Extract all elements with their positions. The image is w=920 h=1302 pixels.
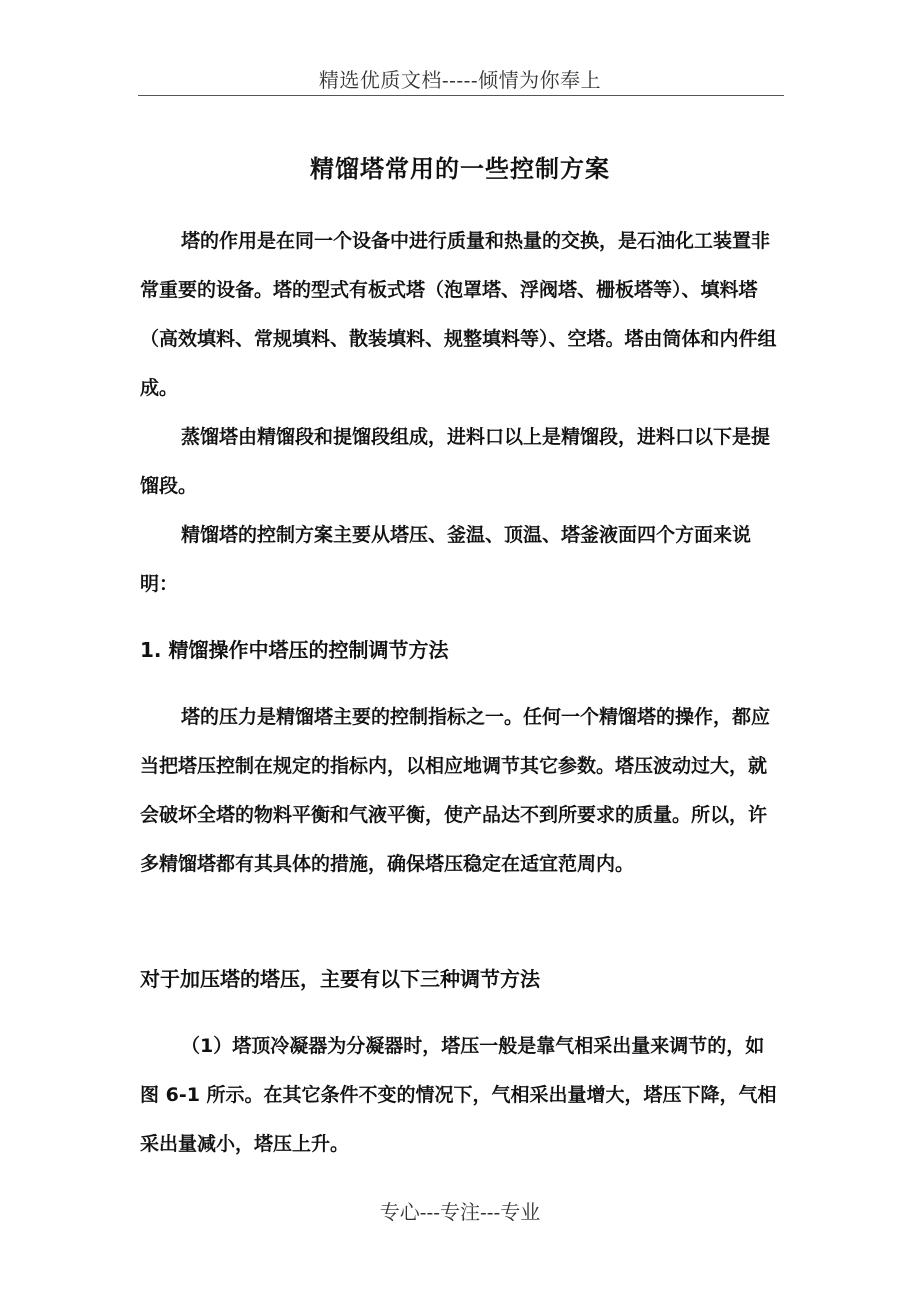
- section-heading-pressure-control: 1. 精馏操作中塔压的控制调节方法: [140, 638, 449, 662]
- paragraph-distillation-sections: 蒸馏塔由精馏段和提馏段组成，进料口以上是精馏段，进料口以下是提馏段。: [140, 426, 771, 497]
- paragraph-tower-pressure: 塔的压力是精馏塔主要的控制指标之一。任何一个精馏塔的操作，都应当把塔压控制在规定的指标内，以相应地调节其它参数。塔压波动过大，就会破坏全塔的物料平衡和气液平衡，使产品达不到所要求的质量。所以，许多精馏塔都有其具体的措施，确保塔压稳定在适宜范周内。: [140, 706, 771, 875]
- page-footer: 专心---专注---专业: [379, 1200, 541, 1224]
- header-divider: [138, 95, 784, 96]
- document-title: 精馏塔常用的一些控制方案: [310, 155, 610, 183]
- paragraph-method-1: （1）塔顶冷凝器为分凝器时，塔压一般是靠气相采出量来调节的，如图 6-1 所示。在其它条件不变的情况下，气相采出量增大，塔压下降，气相采出量减小，塔压上升。: [140, 1035, 777, 1155]
- paragraph-tower-function: 塔的作用是在同一个设备中进行质量和热量的交换，是石油化工装置非常重要的设备。塔的型式有板式塔（泡罩塔、浮阀塔、栅板塔等）、填料塔（高效填料、常规填料、散装填料、规整填料等）、空塔。塔由筒体和内件组成。: [140, 230, 777, 399]
- section-heading-pressurized-tower: 对于加压塔的塔压，主要有以下三种调节方法: [140, 967, 540, 991]
- page-header: 精选优质文档-----倾情为你奉上: [318, 68, 602, 92]
- paragraph-control-overview: 精馏塔的控制方案主要从塔压、釜温、顶温、塔釜液面四个方面来说明：: [140, 524, 752, 595]
